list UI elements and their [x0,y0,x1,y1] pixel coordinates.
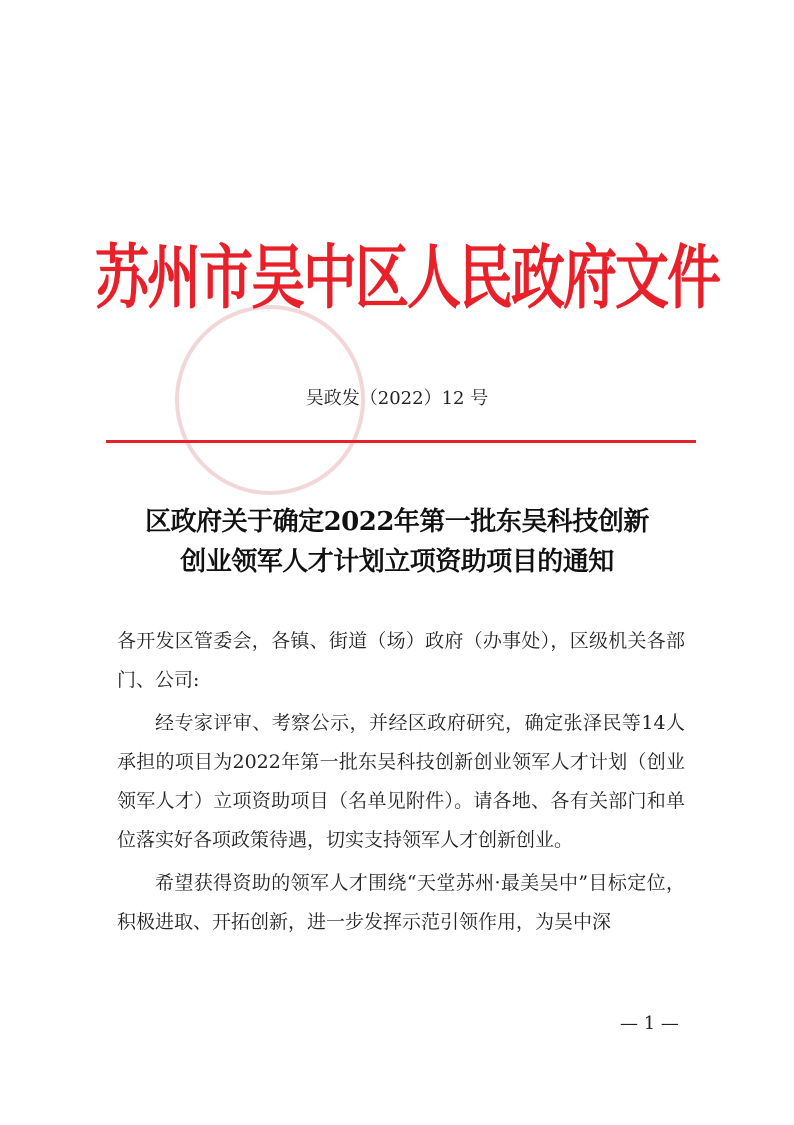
body-paragraph-1: 经专家评审、考察公示，并经区政府研究，确定张泽民等14人承担的项目为2022年第一批东吴科技创新创业领军人才计划（创业领军人才）立项资助项目（名单见附件）。请各地、各有关部门和单位落实好各项政策待遇，切实支持领军人才创新创业。 [117,712,685,851]
notice-title [100,502,694,582]
body-paragraph-2: 希望获得资助的领军人才围绕“天堂苏州·最美吴中”目标定位，积极进取、开拓创新，进一步发挥示范引领作用，为吴中深 [117,872,685,933]
red-separator-line [106,440,696,443]
salutation: 各开发区管委会，各镇、街道（场）政府（办事处），区级机关各部门、公司: [117,630,685,691]
notice-body [117,622,685,946]
masthead-title: 苏州市吴中区人民政府文件 [95,236,719,318]
document-number: 吴政发（2022）12 号 [305,388,489,409]
page-number: — 1 — [620,1013,679,1034]
notice-title-line-2: 创业领军人才计划立项资助项目的通知 [180,547,614,577]
notice-title-line-1: 区政府关于确定2022年第一批东吴科技创新 [145,507,649,537]
